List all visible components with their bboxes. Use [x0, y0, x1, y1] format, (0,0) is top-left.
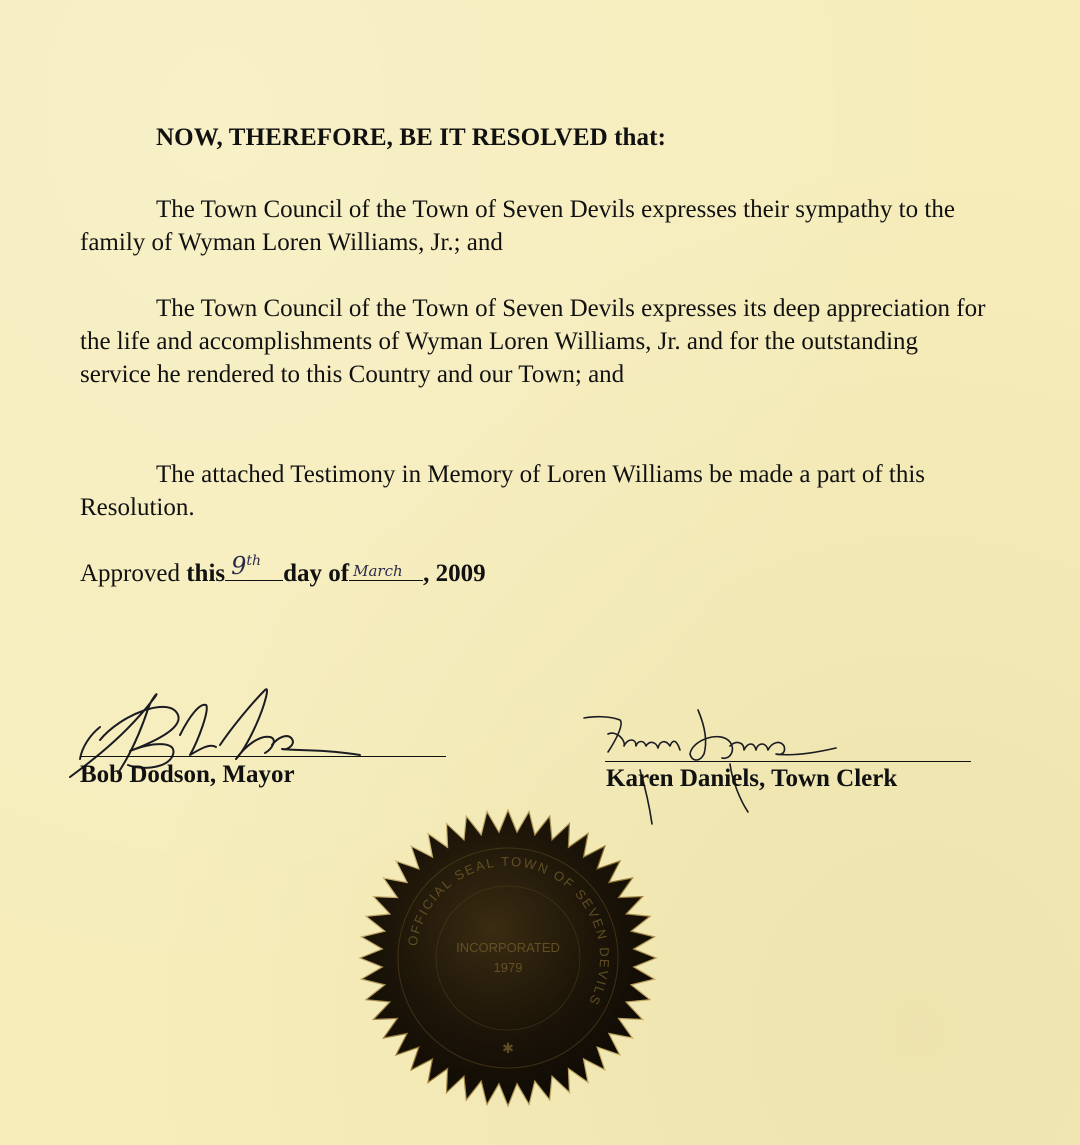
- seal-ring-text: OFFICIAL SEAL TOWN OF SEVEN DEVILS: [404, 853, 613, 1009]
- paragraph-text: The attached Testimony in Memory of Loren Williams be made a part of this Resolution.: [80, 461, 926, 521]
- handwritten-day: 9th: [231, 552, 262, 580]
- clerk-signature-line: [605, 761, 971, 762]
- seal-center-text-2: 1979: [493, 960, 523, 975]
- paragraph-text: The Town Council of the Town of Seven Devils expresses its deep appreciation for the life and accomplishments of Wyman Loren Williams, Jr. and for the outstanding service he rendered to this Country and our Town; and: [80, 295, 986, 388]
- day-of-label: day of: [283, 560, 350, 587]
- official-seal: [358, 808, 658, 1108]
- month-blank: [349, 558, 423, 581]
- clerk-name: Karen Daniels, Town Clerk: [606, 765, 898, 792]
- seal-graphic: [358, 808, 658, 1108]
- seal-star-icon: ✱: [502, 1041, 514, 1057]
- paragraph-text: The Town Council of the Town of Seven Devils expresses their sympathy to the family of Wyman Loren Williams, Jr.; and: [80, 196, 955, 256]
- this-label: this: [186, 560, 226, 587]
- mayor-signature-line: [80, 756, 446, 757]
- resolution-heading: NOW, THEREFORE, BE IT RESOLVED that:: [156, 124, 666, 151]
- resolution-paragraph-testimony: [80, 458, 995, 524]
- day-blank: [225, 552, 283, 581]
- resolution-paragraph-sympathy: [80, 193, 995, 259]
- approval-line: [80, 552, 486, 588]
- resolution-paragraph-appreciation: [80, 292, 995, 391]
- mayor-name: Bob Dodson, Mayor: [80, 761, 295, 788]
- handwritten-month: March: [353, 562, 403, 580]
- year-label: , 2009: [423, 560, 486, 587]
- seal-center-text-1: INCORPORATED: [456, 940, 560, 955]
- approved-label: Approved: [80, 560, 180, 587]
